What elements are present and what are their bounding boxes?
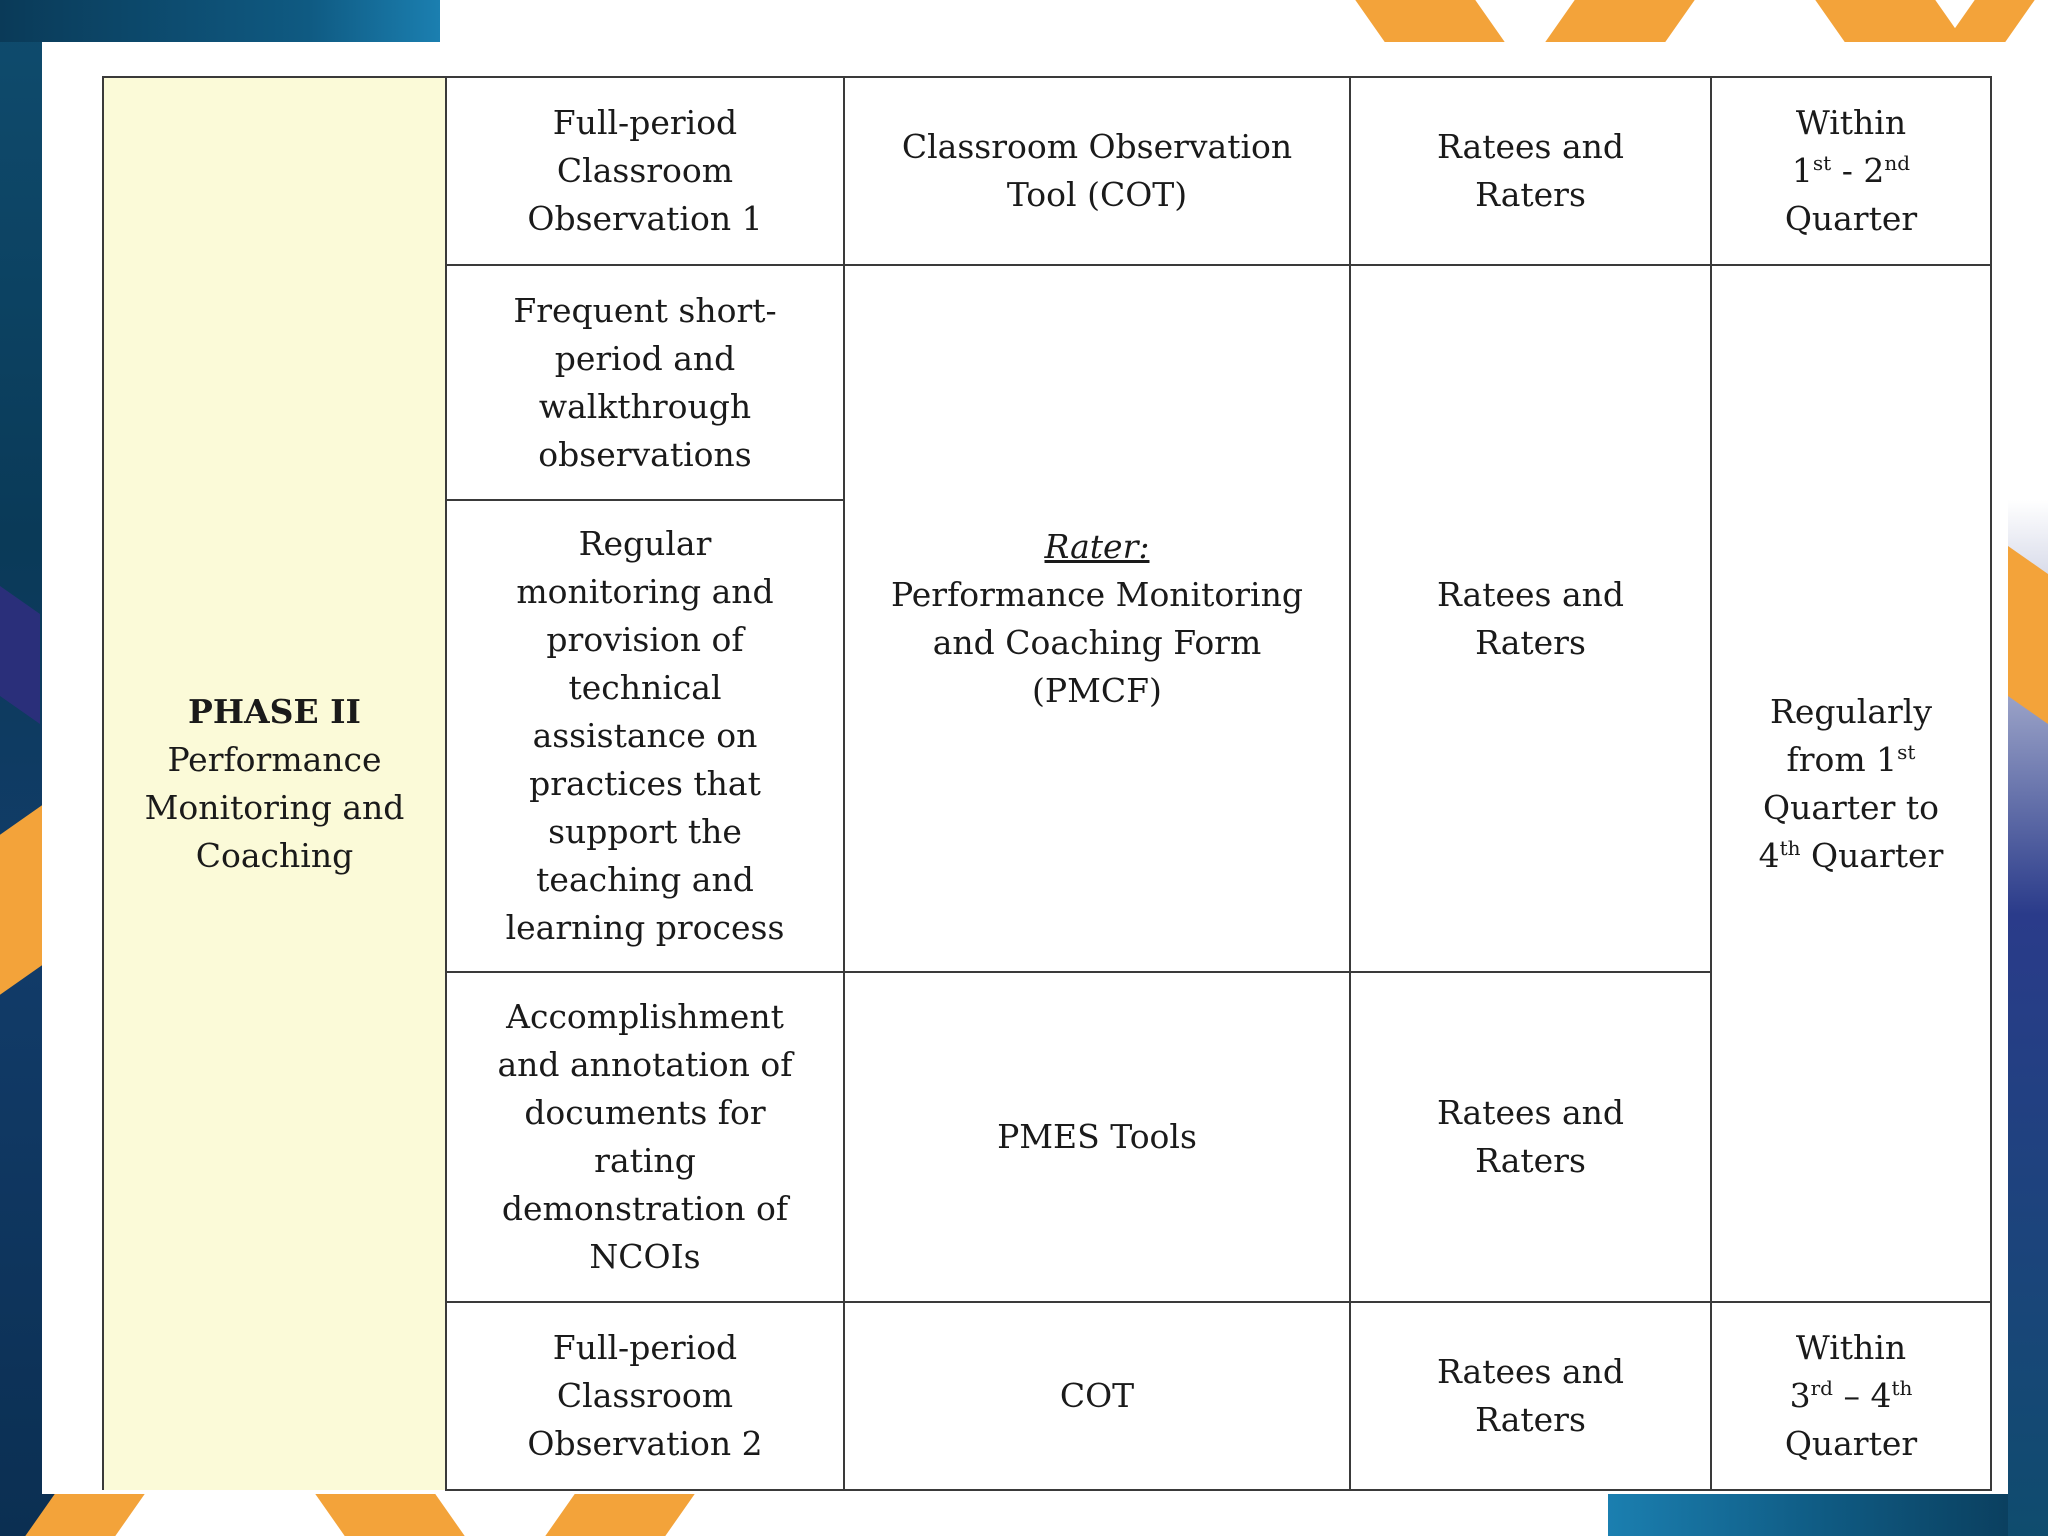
background-bottom-band <box>1608 1494 2048 1536</box>
timeline-cell: Within 3rd – 4th Quarter <box>1711 1302 1991 1490</box>
decorative-stripe <box>1815 0 1964 42</box>
decorative-stripe <box>2008 546 2048 724</box>
activity-cell: Frequent short- period and walkthrough observations <box>446 265 844 500</box>
timeline-cell: Within 1st - 2nd Quarter <box>1711 77 1991 265</box>
activity-cell: Full-period Classroom Observation 2 <box>446 1302 844 1490</box>
phase-title: PHASE II <box>188 692 361 731</box>
activity-cell: Full-period Classroom Observation 1 <box>446 77 844 265</box>
phase-cell <box>103 77 446 1490</box>
activity-cell: Regular monitoring and provision of technical assistance on practices that support the teaching and learning process <box>446 500 844 972</box>
decorative-stripe <box>0 805 42 994</box>
persons-cell: Ratees and Raters <box>1350 972 1711 1302</box>
persons-cell: Ratees and Raters <box>1350 77 1711 265</box>
table-row <box>103 77 1991 265</box>
rater-label: Rater: <box>1044 526 1150 566</box>
slide-panel <box>42 42 2006 1494</box>
persons-cell: Ratees and Raters <box>1350 265 1711 972</box>
timeline-cell: Regularly from 1st Quarter to 4th Quarter <box>1711 265 1991 1302</box>
tool-cell: Classroom Observation Tool (COT) <box>844 77 1350 265</box>
background-top-band <box>0 0 440 42</box>
decorative-stripe <box>1945 0 2034 42</box>
phase-table <box>102 76 1992 1491</box>
activity-cell: Accomplishment and annotation of documents for rating demonstration of NCOIs <box>446 972 844 1302</box>
tool-cell: COT <box>844 1302 1350 1490</box>
tool-cell: Rater: Performance Monitoring and Coaching Form (PMCF) <box>844 265 1350 972</box>
tool-cell: PMES Tools <box>844 972 1350 1302</box>
persons-cell: Ratees and Raters <box>1350 1302 1711 1490</box>
decorative-stripe <box>1355 0 1504 42</box>
decorative-stripe <box>315 1494 464 1536</box>
decorative-stripe <box>1545 0 1694 42</box>
decorative-stripe <box>545 1494 694 1536</box>
phase-subtitle: Performance Monitoring and Coaching <box>144 740 405 875</box>
